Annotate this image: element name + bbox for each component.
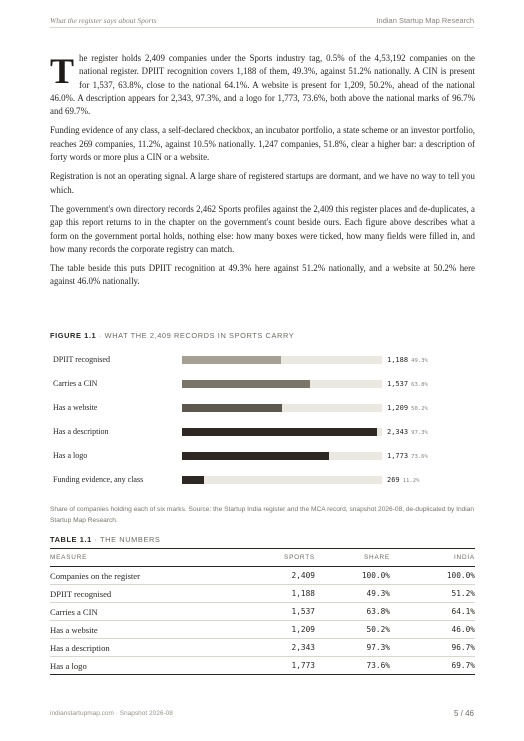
bar-label: Has a website: [53, 403, 98, 412]
paragraph-3: Registration is not an operating signal. A large share of registered startups are dormant, and we have no way to tell you which.: [50, 171, 475, 195]
drop-cap: T: [50, 51, 75, 91]
cell-share: 73.6%: [315, 657, 390, 675]
figure-note: Share of companies holding each of six marks. Source: the Startup India register and the MCA record, snapshot 2026-08, de-duplicated by Indian Startup Map Research.: [50, 506, 475, 524]
table-caption: [50, 535, 160, 544]
header-measure: MEASURE: [50, 549, 265, 567]
bar-percent: 49.3%: [411, 357, 428, 364]
cell-sports: 1,188: [265, 585, 315, 603]
cell-india: 100.0%: [390, 567, 475, 585]
bar-track: [182, 428, 382, 436]
page-footer: [50, 710, 474, 717]
cell-india: 51.2%: [390, 585, 475, 603]
bar: [182, 476, 204, 484]
bar-row: [50, 474, 475, 486]
table-header-row: [50, 549, 475, 567]
bar-count: 1,773: [387, 451, 409, 460]
bar-percent: 63.8%: [411, 381, 428, 388]
bar-row: [50, 402, 475, 414]
bar-value: [387, 404, 428, 412]
cell-measure: Has a logo: [50, 657, 265, 675]
bar-percent: 11.2%: [402, 477, 420, 484]
footer-source: indianstartupmap.com · Snapshot 2026-08: [50, 710, 173, 717]
bar-value: [387, 356, 428, 364]
table-row: [50, 657, 475, 675]
table-title: · THE NUMBERS: [94, 535, 161, 544]
cell-share: 97.3%: [315, 639, 390, 657]
cell-share: 50.2%: [315, 621, 390, 639]
bar: [182, 452, 329, 460]
cell-india: 96.7%: [390, 639, 475, 657]
bar-percent: 97.3%: [411, 429, 428, 436]
running-head: [50, 14, 474, 28]
cell-share: 49.3%: [315, 585, 390, 603]
bar: [182, 356, 281, 364]
table-row: [50, 585, 475, 603]
bar-row: [50, 354, 475, 366]
header-india: INDIA: [390, 549, 475, 567]
cell-measure: Carries a CIN: [50, 603, 265, 621]
bar-chart: [50, 352, 475, 492]
bar: [182, 380, 310, 388]
figure-label: FIGURE 1.1: [50, 331, 97, 340]
cell-india: 46.0%: [390, 621, 475, 639]
bar-value: [387, 380, 428, 388]
bar-label: Funding evidence, any class: [53, 475, 144, 484]
bar-track: [182, 404, 382, 412]
bar-percent: 73.6%: [411, 453, 428, 460]
paragraph-5: The table beside this puts DPIIT recognition at 49.3% here against 51.2% nationally, and a website at 50.2% here against 46.0% nationally.: [50, 263, 475, 287]
cell-sports: 2,409: [265, 567, 315, 585]
bar-value: [387, 428, 428, 436]
bar-label: Has a logo: [53, 451, 88, 460]
figure-title: · WHAT THE 2,409 RECORDS IN SPORTS CARRY: [98, 331, 295, 340]
bar: [182, 404, 282, 412]
paragraph-1: [50, 52, 475, 118]
bar-row: [50, 378, 475, 390]
bar-percent: 50.2%: [411, 405, 428, 412]
cell-measure: DPIIT recognised: [50, 585, 265, 603]
bar: [182, 428, 377, 436]
header-sports: SPORTS: [265, 549, 315, 567]
cell-sports: 1,209: [265, 621, 315, 639]
bar-count: 2,343: [387, 427, 409, 436]
cell-sports: 1,773: [265, 657, 315, 675]
paragraph-1-text: he register holds 2,409 companies under the Sports industry tag, 0.5% of the 4,53,192 companies on the national register. DPIIT recognition covers 1,188 of them, 49.3%, against 51.2% nationally. A CIN is present for 1,537, 63.8%, close to the national 64.1%. A website is present for 1,209, 50.2%, ahead of the national 46.0%. A description appears for 2,343, 97.3%, and a logo for 1,773, 73.6%, both above the national marks of 96.7% and 69.7%.: [50, 53, 475, 117]
bar-track: [182, 380, 382, 388]
cell-share: 63.8%: [315, 603, 390, 621]
bar-count: 1,537: [387, 379, 409, 388]
numbers-table: [50, 548, 475, 675]
bar-label: Has a description: [53, 427, 109, 436]
bar-track: [182, 452, 382, 460]
cell-measure: Companies on the register: [50, 567, 265, 585]
running-head-title: What the register says about Sports: [50, 16, 157, 25]
body-text: [50, 52, 475, 295]
cell-india: 64.1%: [390, 603, 475, 621]
cell-share: 100.0%: [315, 567, 390, 585]
figure-caption: [50, 331, 294, 340]
paragraph-4: The government's own directory records 2,462 Sports profiles against the 2,409 this register places and de-duplicates, a gap this report returns to in the chapter on the government's count beside ours. Each figure above describes what a form on the government portal holds, nothing else: how many boxes were ticked, how many fields were filled in, and how many records the corporate registry can match.: [50, 203, 475, 254]
bar-count: 1,188: [387, 355, 409, 364]
table-row: [50, 603, 475, 621]
running-head-publisher: Indian Startup Map Research: [376, 16, 474, 25]
header-share: SHARE: [315, 549, 390, 567]
bar-label: Carries a CIN: [53, 379, 98, 388]
bar-value: [387, 452, 428, 460]
bar-row: [50, 426, 475, 438]
cell-sports: 1,537: [265, 603, 315, 621]
table-row: [50, 567, 475, 585]
bar-value: [387, 476, 420, 484]
bar-track: [182, 476, 382, 484]
cell-sports: 2,343: [265, 639, 315, 657]
table-row: [50, 639, 475, 657]
bar-row: [50, 450, 475, 462]
cell-india: 69.7%: [390, 657, 475, 675]
table-label: TABLE 1.1: [50, 535, 92, 544]
page-number: 5 / 46: [453, 709, 474, 718]
paragraph-2: Funding evidence of any class, a self-declared checkbox, an incubator portfolio, a state scheme or an investor portfolio, reaches 269 companies, 11.2%, against 10.5% nationally. 1,247 companies, 51.8%, clear a higher bar: a description of forty words or more plus a CIN or a website.: [50, 125, 475, 163]
table-row: [50, 621, 475, 639]
bar-label: DPIIT recognised: [53, 355, 110, 364]
cell-measure: Has a description: [50, 639, 265, 657]
bar-count: 1,209: [387, 403, 409, 412]
bar-track: [182, 356, 382, 364]
cell-measure: Has a website: [50, 621, 265, 639]
bar-count: 269: [387, 475, 400, 484]
